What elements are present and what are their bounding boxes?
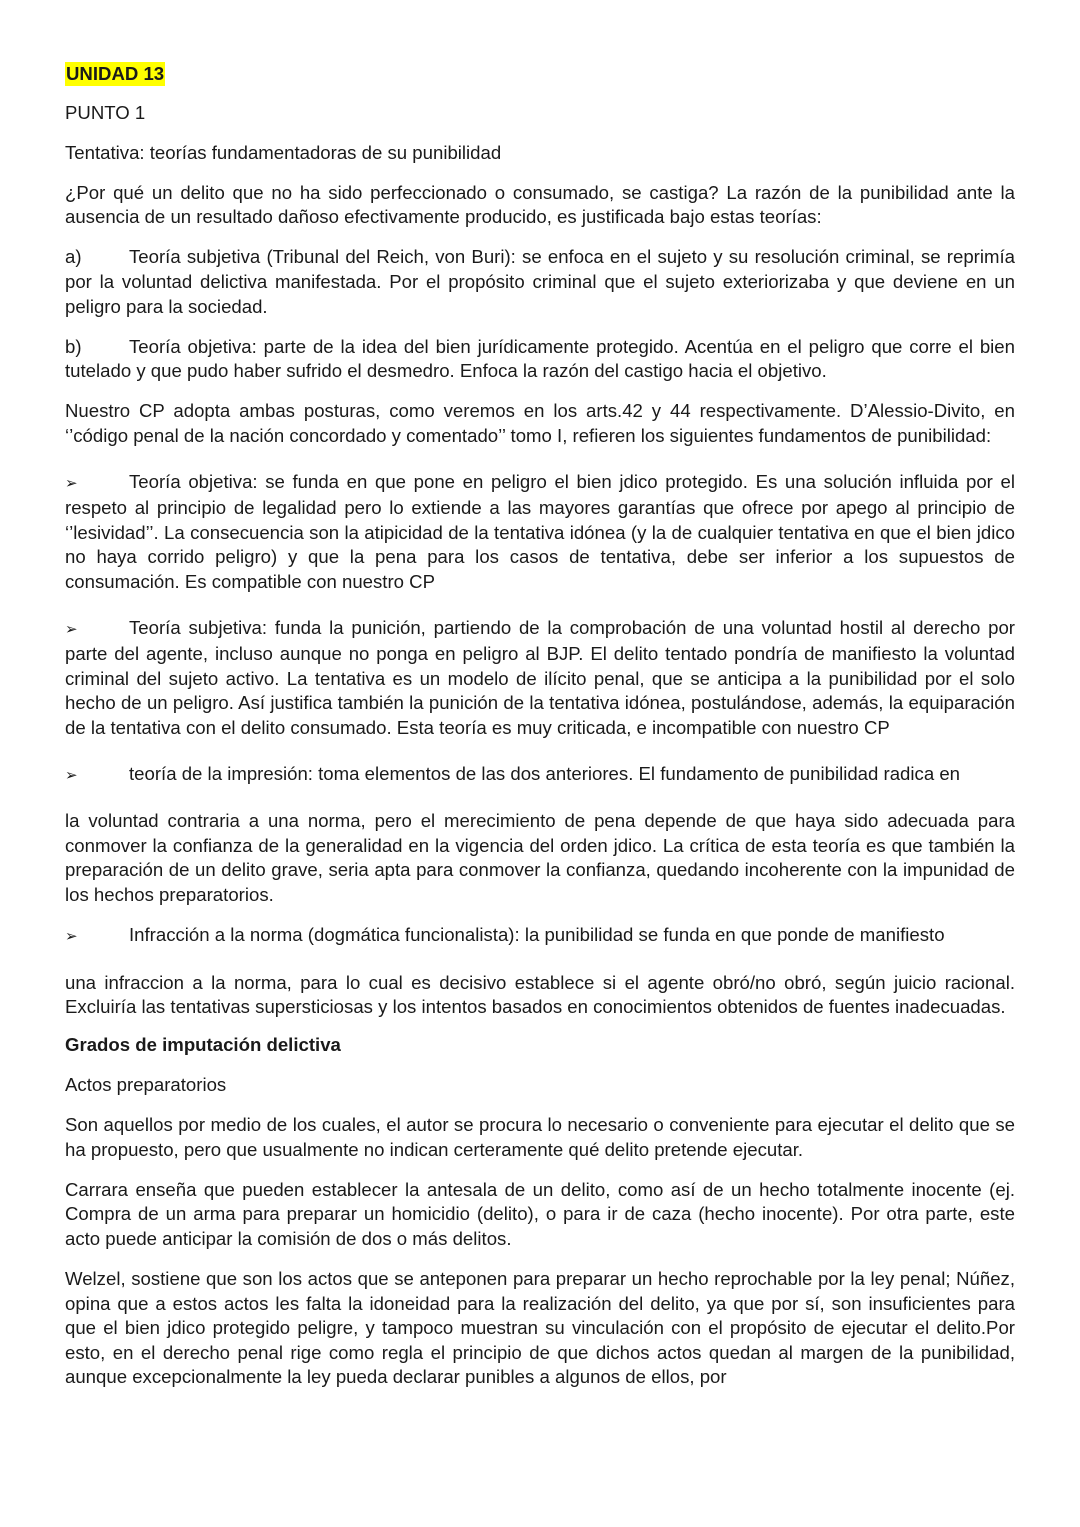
arrow-bullet-icon: ➢ (65, 766, 78, 784)
item-b-text: Teoría objetiva: parte de la idea del bien jurídicamente protegido. Acentúa en el peligro que corre el bien tutelado y que pudo haber sufrido el desmedro. Enfoca la razón del castigo hacia el objetivo. (65, 335, 1015, 382)
bullet-subjective-text: Teoría subjetiva: funda la punición, partiendo de la comprobación de una voluntad hostil al derecho por parte del agente, incluso aunque no ponga en peligro al BJP. El delito tentado pondría de manifiesto la voluntad criminal del sujeto activo. La tentativa es un modelo de ilícito penal, que se anticipa a la punibilidad por el solo hecho de un peligro. Así justifica también la punición de la tentativa idónea, postulándose, además, la equiparación de la tentativa con el delito consumado. Esta teoría es muy criticada, e incompatible con nuestro CP (65, 616, 1015, 738)
bullet-norm-text: Infracción a la norma (dogmática funcionalista): la punibilidad se funda en que ponde de manifiesto (129, 924, 945, 946)
paragraph-carrara: Carrara enseña que pueden establecer la antesala de un delito, como así de un hecho totalmente inocente (ej. Compra de un arma para preparar un homicidio (delito), o para ir de caza (hecho inocente). Por otra parte, este acto puede anticipar la comisión de dos o más delitos. (65, 1178, 1015, 1249)
punto-label: PUNTO 1 (65, 101, 146, 123)
section-title-grados: Grados de imputación delictiva (65, 1033, 341, 1055)
arrow-bullet-icon: ➢ (65, 474, 78, 492)
item-a-label: a) (65, 246, 82, 268)
bullet-subjective (65, 616, 1015, 741)
item-a (65, 245, 1015, 319)
document-page (65, 62, 1015, 1405)
subsection-title-actos: Actos preparatorios (65, 1073, 227, 1095)
bullet-objective (65, 470, 1015, 595)
section-title-tentativa: Tentativa: teorías fundamentadoras de su punibilidad (65, 141, 502, 163)
arrow-bullet-icon: ➢ (65, 928, 78, 946)
unit-heading: UNIDAD 13 (66, 63, 165, 84)
bullet-norm-continuation: una infraccion a la norma, para lo cual es decisivo establece si el agente obró/no obró, según juicio racional. Excluiría las tentativas supersticiosas y los intentos basados en conocimientos obtenidos de fuentes inadecuadas. (65, 971, 1015, 1018)
bullet-objective-text: Teoría objetiva: se funda en que pone en peligro el bien jdico protegido. Es una solución influida por el respeto al principio de legalidad pero lo extiende a las mayores garantías que ofrece por apego al principio de ‘’lesividad’’. La consecuencia son la atipicidad de la tentativa idónea (y la de cualquier tentativa en que el bien jdico no haya corrido peligro) y que la pena para los casos de tentativa, debe ser inferior a los supuestos de consumación. Es compatible con nuestro CP (65, 470, 1015, 592)
item-a-text: Teoría subjetiva (Tribunal del Reich, von Buri): se enfoca en el sujeto y su resolución criminal, se reprimía por la voluntad delictiva manifestada. Por el propósito criminal que el sujeto exteriorizaba y que deviene en un peligro para la sociedad. (65, 246, 1015, 317)
unit-heading-wrap (65, 62, 1015, 87)
bullet-impression (65, 762, 1015, 789)
bullet-impression-continuation: la voluntad contraria a una norma, pero el merecimiento de pena depende de que haya sido adecuada para conmover la confianza de la generalidad en la vigencia del orden jdico. La crítica de esta teoría es que también la preparación de un delito grave, seria apta para conmover la confianza, quedando incoherente con la impunidad de los hechos preparatorios. (65, 810, 1015, 905)
paragraph-welzel: Welzel, sostiene que son los actos que se anteponen para preparar un hecho reprochable por la ley penal; Núñez, opina que a estos actos les falta la idoneidad para la realización del delito, ya que por sí, son insuficientes para que el bien jdico protegido peligre, y tampoco muestran su vinculación con el propósito de ejecutar el delito.Por esto, en el derecho penal rige como regla el principio de que dichos actos quedan al margen de la punibilidad, aunque excepcionalmente la ley pueda declarar punibles a algunos de ellos, por (65, 1267, 1015, 1388)
paragraph-actos: Son aquellos por medio de los cuales, el autor se procura lo necesario o conveniente para ejecutar el delito que se ha propuesto, pero que usualmente no indican certeramente qué delito pretende ejecutar. (65, 1114, 1015, 1160)
bullet-impression-text: teoría de la impresión: toma elementos de las dos anteriores. El fundamento de punibilidad radica en (129, 762, 961, 784)
item-b (65, 335, 1015, 384)
bullet-norm (65, 923, 1015, 950)
intro-paragraph: ¿Por qué un delito que no ha sido perfeccionado o consumado, se castiga? La razón de la punibilidad ante la ausencia de un resultado dañoso efectivamente producido, es justificada bajo estas teorías: (65, 181, 1015, 228)
item-b-label: b) (65, 335, 82, 357)
cp-paragraph: Nuestro CP adopta ambas posturas, como veremos en los arts.42 y 44 respectivamente. D’Alessio-Divito, en ‘’código penal de la nación concordado y comentado’’ tomo I, refieren los siguientes fundamentos de punibilidad: (65, 400, 1015, 447)
arrow-bullet-icon: ➢ (65, 620, 78, 638)
